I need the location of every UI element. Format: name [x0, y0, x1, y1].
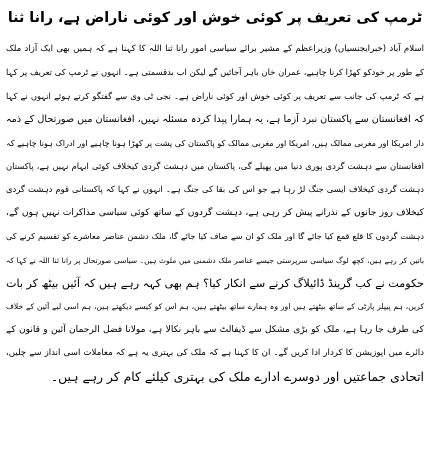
article-body-line: افغانستان سے دہشت گردی پوری دنیا میں پھیلے گی، پاکستان میں دہشت گردی کیخلاف کوئی ابہام نہیں ہے، پاکستان — [6, 160, 424, 171]
article-body-line: دہشت گردی کیخلاف ایسی جنگ لڑ رہا ہے جو اس کی بقا کی جنگ ہے۔ انہوں نے کہا کہ پاکستانی قوم دہشت گردی — [6, 184, 424, 195]
article-body-line: کے طور پر خودکو کھڑا کرنا چاہیے، عمران خان باہر آجائیں گے لیکن اب بدقسمتی ہے۔ انہوں نے ٹرمپ کی تعریف پر کہا — [6, 67, 424, 78]
article-body-line: باتیں کر رہے ہیں، کچھ لوگ سیاسی سرپرستی جیسے عناصر ملک دشمنی میں ملوث ہیں۔ سیاسی صورتحال پر رانا ثنا اللہ نے کہا کہ — [6, 255, 424, 265]
article-body-line: کی طرف جا رہا ہے، ملک کو بڑی مشکل سے ڈیفالٹ سے باہر نکالا ہے، مولانا فضل الرحمان آئین و قانون کے — [6, 324, 424, 335]
article-body-line: اسلام آباد (خبرایجنسیاں) وزیراعظم کے مشیر برائے سیاسی امور رانا ثنا اللہ کا کہنا ہے کہ ہمیں بھی ایک آزاد ملک — [6, 44, 424, 54]
article-body — [6, 38, 424, 389]
article-body-line: کہ افغانستان سے پاکستان نبرد آزما ہے، یہ ہمارا پیدا کردہ مسئلہ نہیں، افغانستان میں صورتحال کے ذمہ — [6, 114, 424, 126]
article-body-line: ہے کہ ٹرمپ کی جانب سے تعریف پر کوئی خوش اور کوئی ناراض ہے۔ نجی ٹی وی سے گفتگو کرتے ہوئے انہوں نے کہا — [6, 90, 424, 101]
article-body-line: حکومت نے کب گرینڈ ڈائیلاگ کرنے سے انکار کیا؟ ہم بھی کہہ رہے ہیں کہ آئیں بیٹھ کر بات — [6, 276, 424, 290]
article-body-line: کریں، ہم پیپلز پارٹی کے ساتھ بیٹھتے ہیں اور وہ ہمارے ساتھ بیٹھتے ہیں، ہم اس کو کیسے دیکھتے ہیں، ہم اسی لیے آئین کے خلاف — [6, 302, 424, 312]
article-body-line: دائرے میں اپوزیشن کا کردار ادا کریں گے۔ ان کا کہنا ہے کہ ملک کی بہتری یہ ہے کہ معاملات اسی انداز سے چلیں، — [6, 348, 424, 359]
article-headline: ٹرمپ کی تعریف پر کوئی خوش اور کوئی ناراض ہے، رانا ثنا — [7, 10, 423, 26]
article-body-line: اتحادی جماعتیں اور دوسرے ادارے ملک کی بہتری کیلئے کام کر رہے ہیں۔ — [50, 369, 424, 385]
article-body-line: دہشت گردوں کا قلع قمع کیا جائے گا اور ملک کو ان سے صاف کیا جائے گا، ملک دشمن عناصر معاشرے کو تقسیم کرنے کی — [6, 231, 424, 242]
article-body-line: کیخلاف روز جانوں کے نذرانے پیش کر رہی ہے، دہشت گردوں کے ساتھ کوئی سیاسی مذاکرات نہیں ہوں گے، — [6, 207, 424, 218]
article-body-line: دار امریکا اور مغربی ممالک ہیں، امریکا اور مغربی ممالک کو پاکستان کی پشت پر کھڑا ہونا چاہیے اور ادراک ہونا چاہیے کہ — [6, 137, 424, 148]
